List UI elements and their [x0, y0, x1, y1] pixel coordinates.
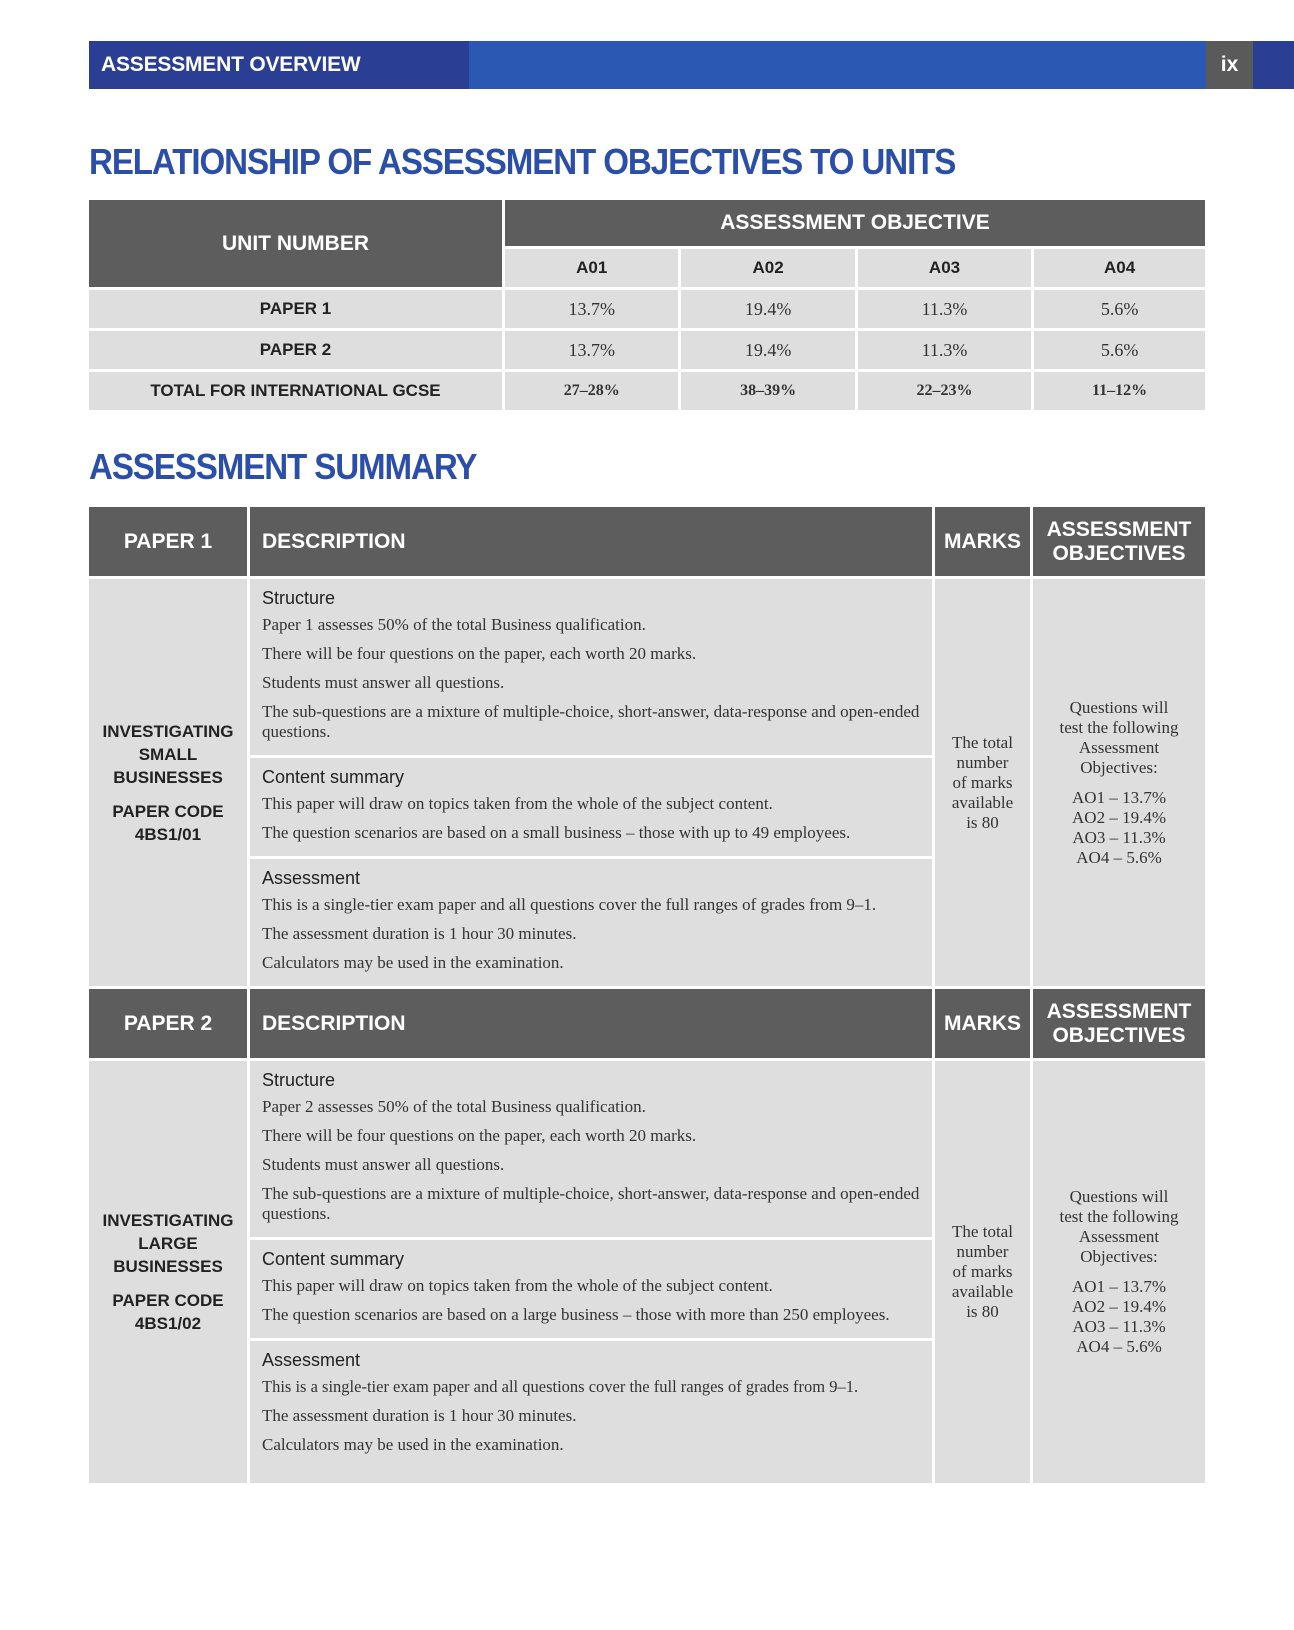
cell-value: 38–39% [681, 372, 854, 410]
cell-value: 11–12% [1034, 372, 1205, 410]
column-header: A02 [681, 249, 854, 287]
structure-block: Structure Paper 1 assesses 50% of the total Business qualification. There will be four questions on the paper, each worth 20 marks. Students must answer all questions. The sub-questions are a mixture of multiple-choice, short-answer, data-response and open-ended questions. [250, 579, 932, 755]
row-label: PAPER 2 [89, 331, 502, 369]
objectives-cell: Questions will test the following Assessment Objectives: AO1 – 13.7% AO2 – 19.4% AO3 – 11.3% AO4 – 5.6% [1033, 1061, 1205, 1483]
paper-header: PAPER 2 [89, 989, 247, 1058]
cell-value: 11.3% [858, 290, 1031, 328]
description-header: DESCRIPTION [250, 989, 932, 1058]
paper-code: PAPER CODE 4BS1/01 [112, 801, 224, 844]
cell-value: 11.3% [858, 331, 1031, 369]
assessment-objective-header: ASSESSMENT OBJECTIVE [505, 200, 1205, 246]
column-header: A03 [858, 249, 1031, 287]
marks-header: MARKS [935, 989, 1030, 1058]
cell-value: 13.7% [505, 290, 678, 328]
paper-header: PAPER 1 [89, 507, 247, 576]
row-label: TOTAL FOR INTERNATIONAL GCSE [89, 372, 502, 410]
table-row [89, 331, 1205, 369]
objectives-table [86, 197, 1208, 413]
cell-value: 27–28% [505, 372, 678, 410]
content-summary-block: Content summary This paper will draw on topics taken from the whole of the subject content. The question scenarios are based on a small business – those with up to 49 employees. [250, 758, 932, 856]
marks-cell: The total number of marks available is 80 [935, 1061, 1030, 1483]
cell-value: 22–23% [858, 372, 1031, 410]
objectives-header: ASSESSMENT OBJECTIVES [1033, 507, 1205, 576]
header-bar [89, 41, 1294, 89]
objectives-header: ASSESSMENT OBJECTIVES [1033, 989, 1205, 1058]
page-number: ix [1206, 41, 1253, 89]
section-label: ASSESSMENT OVERVIEW [89, 41, 469, 89]
cell-value: 13.7% [505, 331, 678, 369]
structure-block: Structure Paper 2 assesses 50% of the total Business qualification. There will be four questions on the paper, each worth 20 marks. Students must answer all questions. The sub-questions are a mixture of multiple-choice, short-answer, data-response and open-ended questions. [250, 1061, 932, 1237]
unit-number-header: UNIT NUMBER [89, 200, 502, 287]
row-label: PAPER 1 [89, 290, 502, 328]
description-header: DESCRIPTION [250, 507, 932, 576]
paper-name-cell: INVESTIGATING SMALL BUSINESSES PAPER CODE 4BS1/01 [89, 579, 247, 986]
paper-code: PAPER CODE 4BS1/02 [112, 1291, 224, 1333]
cell-value: 19.4% [681, 290, 854, 328]
content-summary-block: Content summary This paper will draw on topics taken from the whole of the subject content. The question scenarios are based on a large business – those with more than 250 employees. [250, 1240, 932, 1338]
relationship-title: RELATIONSHIP OF ASSESSMENT OBJECTIVES TO UNITS [89, 141, 956, 182]
cell-value: 5.6% [1034, 290, 1205, 328]
summary-table [86, 504, 1208, 1486]
paper-name-cell: INVESTIGATING LARGE BUSINESSES PAPER CODE 4BS1/02 [89, 1061, 247, 1483]
marks-cell: The total number of marks available is 80 [935, 579, 1030, 986]
summary-title: ASSESSMENT SUMMARY [89, 446, 477, 487]
assessment-block: Assessment This is a single-tier exam paper and all questions cover the full ranges of grades from 9–1. The assessment duration is 1 hour 30 minutes. Calculators may be used in the examination. [250, 859, 932, 986]
cell-value: 19.4% [681, 331, 854, 369]
column-header: A01 [505, 249, 678, 287]
marks-header: MARKS [935, 507, 1030, 576]
column-header: A04 [1034, 249, 1205, 287]
objectives-cell: Questions will test the following Assessment Objectives: AO1 – 13.7% AO2 – 19.4% AO3 – 11.3% AO4 – 5.6% [1033, 579, 1205, 986]
table-row [89, 372, 1205, 410]
table-row [89, 290, 1205, 328]
cell-value: 5.6% [1034, 331, 1205, 369]
assessment-block: Assessment This is a single-tier exam paper and all questions cover the full ranges of grades from 9–1. The assessment duration is 1 hour 30 minutes. Calculators may be used in the examination. [250, 1341, 932, 1483]
